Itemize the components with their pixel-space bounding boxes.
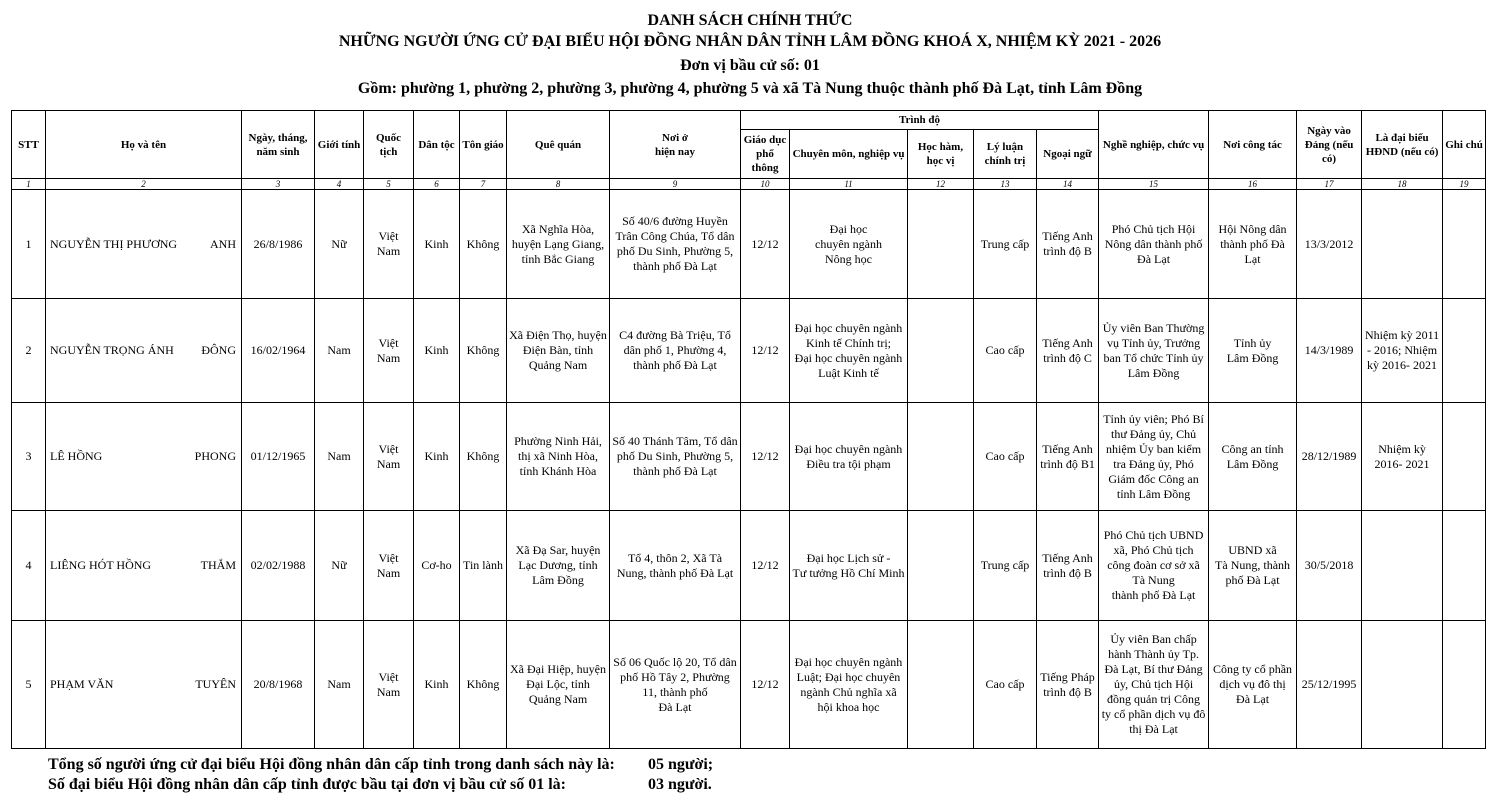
header-trinh-do: Trình độ [741,111,1099,130]
column-number: 10 [741,179,790,190]
cell-academic [908,511,974,621]
column-number: 1 [12,179,46,190]
footer-total [48,756,713,774]
cell-gender: Nữ [315,511,364,621]
header-residence: Nơi ở hiện nay [610,111,741,179]
cell-ethnicity: Kinh [414,621,460,749]
column-number-row [12,179,1486,190]
column-number: 3 [242,179,315,190]
cell-occupation: Phó Chủ tịch UBND xã, Phó Chủ tịch công đoàn cơ sở xã Tà Nung thành phố Đà Lạt [1099,511,1209,621]
name-main: NGUYỄN TRỌNG ÁNH [50,343,174,357]
table-row [12,190,1486,299]
header-workplace: Nơi công tác [1209,111,1297,179]
cell-language: Tiếng Pháp trình độ B [1037,621,1099,749]
document-title: DANH SÁCH CHÍNH THỨC [647,12,853,29]
cell-occupation: Phó Chủ tịch Hội Nông dân thành phố Đà Lạt [1099,190,1209,299]
footer-elected-label: Số đại biểu Hội đồng nhân dân cấp tỉnh được bầu tại đơn vị bầu cử số 01 là: [48,776,566,793]
cell-delegate [1362,190,1443,299]
cell-specialty: Đại học Lịch sử - Tư tưởng Hồ Chí Minh [790,511,908,621]
column-number: 2 [46,179,242,190]
name-given: THẮM [200,558,236,572]
cell-residence: C4 đường Bà Triệu, Tổ dân phố 1, Phường 4, thành phố Đà Lạt [610,299,741,403]
header-religion: Tôn giáo [460,111,507,179]
cell-dob: 26/8/1986 [242,190,315,299]
cell-nationality: Việt Nam [364,621,414,749]
cell-general-edu: 12/12 [741,403,790,511]
cell-hometown: Xã Đạ Sar, huyện Lạc Dương, tỉnh Lâm Đồng [507,511,610,621]
column-number: 19 [1443,179,1486,190]
cell-note [1443,403,1486,511]
cell-academic [908,621,974,749]
candidate-table [11,110,1486,749]
cell-occupation: Ủy viên Ban chấp hành Thành ủy Tp. Đà Lạt, Bí thư Đảng ủy, Chủ tịch Hội đồng quản trị Công ty cổ phần dịch vụ đô thị Đà Lạt [1099,621,1209,749]
cell-hometown: Xã Nghĩa Hòa, huyện Lạng Giang, tỉnh Bắc Giang [507,190,610,299]
cell-political: Cao cấp [974,403,1037,511]
cell-occupation: Ủy viên Ban Thường vụ Tỉnh ủy, Trưởng ban Tổ chức Tỉnh ủy Lâm Đồng [1099,299,1209,403]
header-nationality: Quốc tịch [364,111,414,179]
cell-academic [908,299,974,403]
cell-dob: 02/02/1988 [242,511,315,621]
cell-language: Tiếng Anh trình độ C [1037,299,1099,403]
table-row [12,403,1486,511]
column-number: 17 [1297,179,1362,190]
cell-residence: Tổ 4, thôn 2, Xã Tà Nung, thành phố Đà Lạt [610,511,741,621]
cell-note [1443,511,1486,621]
cell-dob: 16/02/1964 [242,299,315,403]
column-number: 18 [1362,179,1443,190]
cell-delegate: Nhiệm kỳ 2011 - 2016; Nhiệm kỳ 2016- 2021 [1362,299,1443,403]
cell-ethnicity: Kinh [414,403,460,511]
cell-name [46,190,242,299]
cell-workplace: UBND xã Tà Nung, thành phố Đà Lạt [1209,511,1297,621]
name-main: LÊ HỒNG [50,449,103,463]
cell-gender: Nam [315,299,364,403]
cell-delegate [1362,621,1443,749]
cell-stt: 2 [12,299,46,403]
cell-ethnicity: Cơ-ho [414,511,460,621]
electoral-unit: Đơn vị bầu cử số: 01 [680,57,820,74]
table-row [12,299,1486,403]
cell-political: Cao cấp [974,621,1037,749]
cell-party-date: 28/12/1989 [1297,403,1362,511]
cell-delegate [1362,511,1443,621]
column-number: 12 [908,179,974,190]
column-number: 8 [507,179,610,190]
cell-workplace: Công an tỉnh Lâm Đồng [1209,403,1297,511]
column-number: 13 [974,179,1037,190]
table-header-row [12,111,1486,130]
cell-general-edu: 12/12 [741,190,790,299]
header-political: Lý luận chính trị [974,130,1037,179]
cell-name [46,511,242,621]
cell-religion: Không [460,299,507,403]
document-subtitle: NHỮNG NGƯỜI ỨNG CỬ ĐẠI BIỂU HỘI ĐỒNG NHÂN DÂN TỈNH LÂM ĐỒNG KHOÁ X, NHIỆM KỲ 2021 - 2026 [338,33,1162,50]
cell-language: Tiếng Anh trình độ B [1037,511,1099,621]
cell-stt: 5 [12,621,46,749]
header-occupation: Nghề nghiệp, chức vụ [1099,111,1209,179]
cell-note [1443,621,1486,749]
cell-stt: 4 [12,511,46,621]
column-number: 11 [790,179,908,190]
cell-religion: Không [460,403,507,511]
cell-nationality: Việt Nam [364,299,414,403]
cell-ethnicity: Kinh [414,190,460,299]
header-general-edu: Giáo dục phổ thông [741,130,790,179]
cell-religion: Không [460,190,507,299]
cell-specialty: Đại học chuyên ngành Điều tra tội phạm [790,403,908,511]
cell-workplace: Công ty cổ phần dịch vụ đô thị Đà Lạt [1209,621,1297,749]
cell-nationality: Việt Nam [364,190,414,299]
column-number: 4 [315,179,364,190]
cell-residence: Số 06 Quốc lộ 20, Tổ dân phố Hồ Tây 2, Phường 11, thành phố Đà Lạt [610,621,741,749]
cell-stt: 3 [12,403,46,511]
cell-party-date: 14/3/1989 [1297,299,1362,403]
name-given: ĐÔNG [201,343,236,357]
name-given: TUYÊN [195,677,236,691]
header-stt: STT [12,111,46,179]
header-ethnicity: Dân tộc [414,111,460,179]
cell-workplace: Hội Nông dân thành phố Đà Lạt [1209,190,1297,299]
cell-language: Tiếng Anh trình độ B1 [1037,403,1099,511]
cell-political: Trung cấp [974,190,1037,299]
cell-name [46,299,242,403]
cell-gender: Nữ [315,190,364,299]
cell-gender: Nam [315,403,364,511]
header-gender: Giới tính [315,111,364,179]
cell-nationality: Việt Nam [364,403,414,511]
cell-specialty: Đại học chuyên ngành Luật; Đại học chuyên ngành Chủ nghĩa xã hội khoa học [790,621,908,749]
cell-ethnicity: Kinh [414,299,460,403]
table-row [12,621,1486,749]
name-main: LIÊNG HÓT HỒNG [50,558,152,572]
column-number: 5 [364,179,414,190]
cell-gender: Nam [315,621,364,749]
cell-political: Cao cấp [974,299,1037,403]
cell-name [46,403,242,511]
column-number: 14 [1037,179,1099,190]
cell-language: Tiếng Anh trình độ B [1037,190,1099,299]
cell-stt: 1 [12,190,46,299]
name-given: ANH [210,236,236,251]
name-given: PHONG [194,449,236,463]
cell-general-edu: 12/12 [741,621,790,749]
cell-workplace: Tỉnh ủy Lâm Đồng [1209,299,1297,403]
cell-dob: 01/12/1965 [242,403,315,511]
footer-elected-value: 03 người. [648,776,712,793]
column-number: 9 [610,179,741,190]
header-party-date: Ngày vào Đảng (nếu có) [1297,111,1362,179]
header-language: Ngoại ngữ [1037,130,1099,179]
cell-residence: Số 40 Thánh Tâm, Tổ dân phố Du Sinh, Phường 5, thành phố Đà Lạt [610,403,741,511]
cell-general-edu: 12/12 [741,299,790,403]
header-dob: Ngày, tháng, năm sinh [242,111,315,179]
header-note: Ghi chú [1443,111,1486,179]
cell-hometown: Phường Ninh Hải, thị xã Ninh Hòa, tỉnh Khánh Hòa [507,403,610,511]
footer-elected [48,776,712,794]
column-number: 7 [460,179,507,190]
footer-total-value: 05 người; [648,756,714,773]
cell-general-edu: 12/12 [741,511,790,621]
cell-name [46,621,242,749]
header-delegate: Là đại biểu HĐND (nếu có) [1362,111,1443,179]
cell-delegate: Nhiệm kỳ 2016- 2021 [1362,403,1443,511]
cell-academic [908,190,974,299]
cell-party-date: 30/5/2018 [1297,511,1362,621]
cell-specialty: Đại học chuyên ngành Kinh tế Chính trị; Đại học chuyên ngành Luật Kinh tế [790,299,908,403]
name-main: NGUYỄN THỊ PHƯƠNG [50,236,178,251]
cell-party-date: 25/12/1995 [1297,621,1362,749]
cell-occupation: Tỉnh ủy viên; Phó Bí thư Đảng ủy, Chủ nhiệm Ủy ban kiểm tra Đảng ủy, Phó Giám đốc Công an tỉnh Lâm Đồng [1099,403,1209,511]
header-name: Họ và tên [46,111,242,179]
header-academic: Học hàm, học vị [908,130,974,179]
cell-political: Trung cấp [974,511,1037,621]
column-number: 6 [414,179,460,190]
footer-total-label: Tổng số người ứng cử đại biểu Hội đồng nhân dân cấp tỉnh trong danh sách này là: [48,756,615,773]
cell-nationality: Việt Nam [364,511,414,621]
name-main: PHẠM VĂN [50,677,114,691]
electoral-unit-scope: Gồm: phường 1, phường 2, phường 3, phường 4, phường 5 và xã Tà Nung thuộc thành phố Đà Lạt, tỉnh Lâm Đồng [357,80,1143,97]
cell-note [1443,299,1486,403]
cell-religion: Tin lành [460,511,507,621]
table-row [12,511,1486,621]
cell-hometown: Xã Đại Hiệp, huyện Đại Lộc, tỉnh Quảng Nam [507,621,610,749]
cell-hometown: Xã Điện Thọ, huyện Điện Bàn, tỉnh Quảng Nam [507,299,610,403]
cell-party-date: 13/3/2012 [1297,190,1362,299]
column-number: 15 [1099,179,1209,190]
cell-dob: 20/8/1968 [242,621,315,749]
cell-religion: Không [460,621,507,749]
cell-residence: Số 40/6 đường Huyền Trân Công Chúa, Tổ dân phố Du Sinh, Phường 5, thành phố Đà Lạt [610,190,741,299]
cell-note [1443,190,1486,299]
cell-academic [908,403,974,511]
column-number: 16 [1209,179,1297,190]
cell-specialty: Đại học chuyên ngành Nông học [790,190,908,299]
header-specialty: Chuyên môn, nghiệp vụ [790,130,908,179]
header-hometown: Quê quán [507,111,610,179]
